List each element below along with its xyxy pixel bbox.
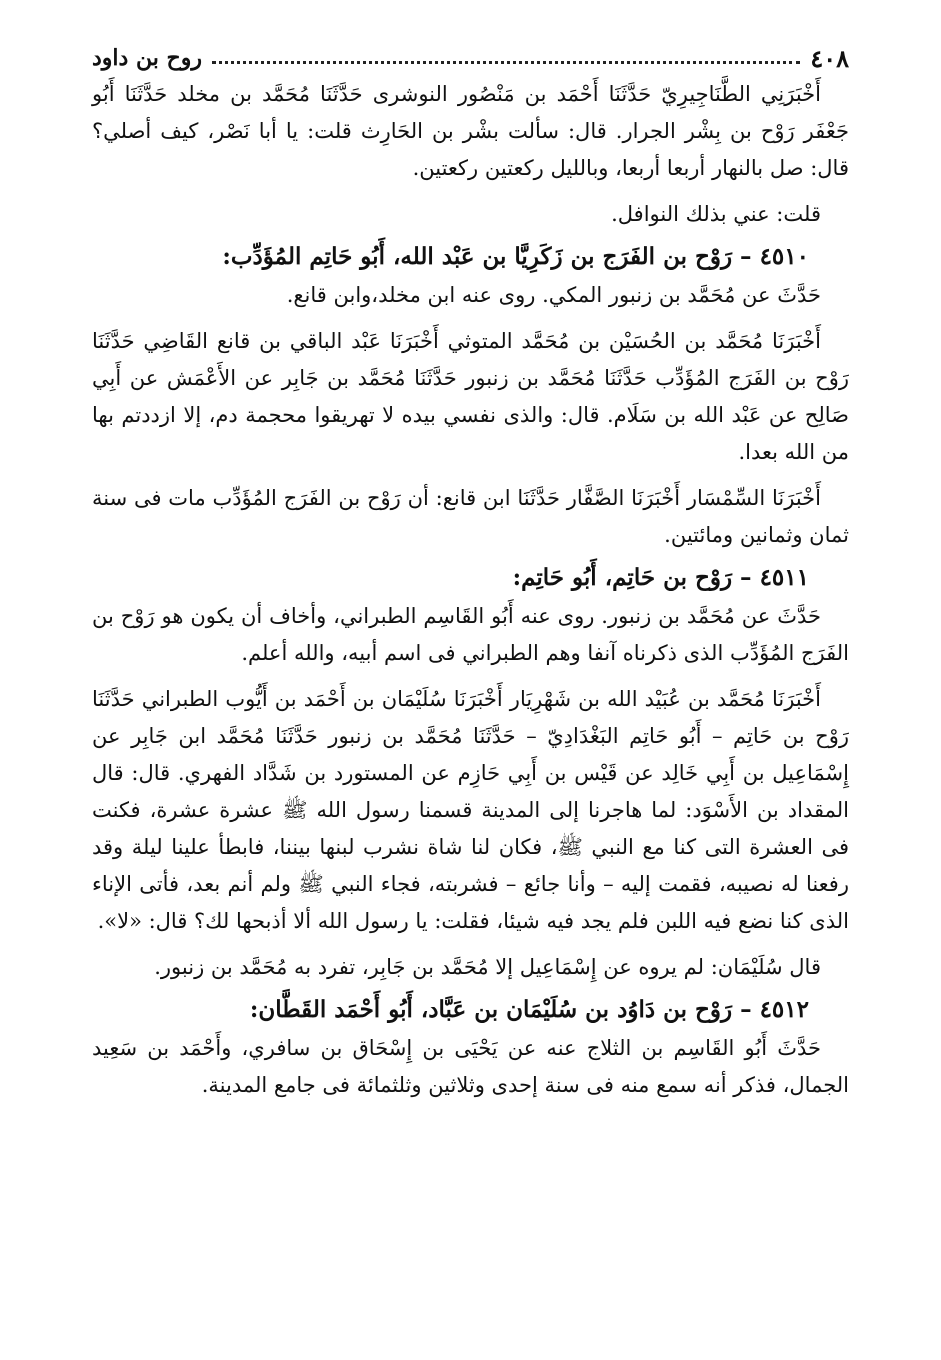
paragraph: حَدَّثَ أَبُو القَاسِم بن الثلاج عنه عن يَحْيَى بن إِسْحَاق بن سافري، وأَحْمَد بن سَعِيد الجمال، فذكر أنه سمع منه فى سنة إحدى وثلاثين وثلثمائة فى جامع المدينة. (92, 1036, 849, 1097)
paragraph: أَخْبَرَنَا مُحَمَّد بن عُبَيْد الله بن شَهْرِيَار أَخْبَرَنَا سُلَيْمَان بن أَحْمَد بن أَيُّوب الطبراني حَدَّثَنَا رَوْح بن حَاتِم – أَبُو حَاتِم البَغْدَادِيّ – حَدَّثَنَا مُحَمَّد بن زنبور حَدَّثَنَا مُحَمَّد ابن جَابِر عن إِسْمَاعِيل بن أَبِي خَالِد عن قَيْس بن أَبِي حَازِم عن المستورد بن شَدَّاد الفهري. قال: قال المقداد بن الأَسْوَد: لما هاجرنا إلى المدينة قسمنا رسول الله ﷺ عشرة عشرة، فكنت فى العشرة التى كنا مع النبي ﷺ، فكان لنا شاة نشرب لبنها بيننا، فابطأ علينا ليلة وقد رفعنا له نصيبه، فقمت إليه – وأنا جائع – فشربته، فجاء النبي ﷺ ولم أنم بعد، فأتى الإناء الذى كنا نضع فيه اللبن فلم يجد فيه شيئا، فقلت: يا رسول الله ألا أذبحها لك؟ قال: «لا». (92, 687, 849, 933)
paragraph: أَخْبَرَنَا مُحَمَّد بن الحُسَيْن بن مُحَمَّد المتوثي أَخْبَرَنَا عَبْد الباقي بن قانع القَاضِي حَدَّثَنَا رَوْح بن الفَرَج المُؤَدِّب حَدَّثَنَا مُحَمَّد بن زنبور حَدَّثَنَا مُحَمَّد بن جَابِر عن الأَعْمَش عن أَبِي صَالِح عن عَبْد الله بن سَلَام. قال: والذى نفسي بيده لا تهريقوا محجمة دم، إلا ازددتم بها من الله بعدا. (92, 329, 849, 464)
paragraph: أَخْبَرَنِي الطَّنَاجِيرِيّ حَدَّثَنَا أَحْمَد بن مَنْصُور النوشرى حَدَّثَنَا مُحَمَّد بن مخلد حَدَّثَنَا أَبُو جَعْفَر رَوْح بن بِشْر الجرار. قال: سألت بشْر بن الحَارِث قلت: يا أبا نَصْر، كيف أصلي؟ قال: صل بالنهار أربعا أربعا، وبالليل ركعتين ركعتين. (92, 82, 849, 180)
paragraph: قال سُلَيْمَان: لم يروه عن إِسْمَاعِيل إلا مُحَمَّد بن جَابِر، تفرد به مُحَمَّد بن زنبور. (154, 955, 821, 979)
running-title: روح بن داود (92, 45, 202, 71)
paragraph: قلت: عني بذلك النوافل. (611, 202, 821, 226)
page-header (92, 40, 849, 76)
page-number: ٤٠٨ (810, 43, 849, 73)
book-page (92, 40, 849, 1340)
paragraph: حَدَّثَ عن مُحَمَّد بن زنبور. روى عنه أَبُو القَاسِم الطبراني، وأخاف أن يكون هو رَوْح بن الفَرَج المُؤَدِّب الذى ذكرناه آنفا وهم الطبراني فى اسم أبيه، والله أعلم. (92, 604, 849, 665)
entry-heading: ٤٥١٠ – رَوْح بن الفَرَج بن زَكَرِيَّا بن عَبْد الله، أَبُو حَاتِم المُؤَدِّب: (222, 243, 809, 270)
paragraph: أَخْبَرَنَا السِّمْسَار أَخْبَرَنَا الصَّفَّار حَدَّثَنَا ابن قانع: أن رَوْح بن الفَرَج المُؤَدِّب مات فى سنة ثمان وثمانين ومائتين. (92, 486, 849, 547)
header-dotted-leader (212, 61, 800, 64)
entry-heading: ٤٥١٢ – رَوْح بن دَاوُد بن سُلَيْمَان بن عَبَّاد، أَبُو أَحْمَد القَطَّان: (249, 996, 809, 1023)
paragraph: حَدَّثَ عن مُحَمَّد بن زنبور المكي. روى عنه ابن مخلد،وابن قانع. (286, 283, 821, 307)
page-body (92, 76, 849, 1104)
entry-heading: ٤٥١١ – رَوْح بن حَاتِم، أَبُو حَاتِم: (512, 564, 809, 591)
